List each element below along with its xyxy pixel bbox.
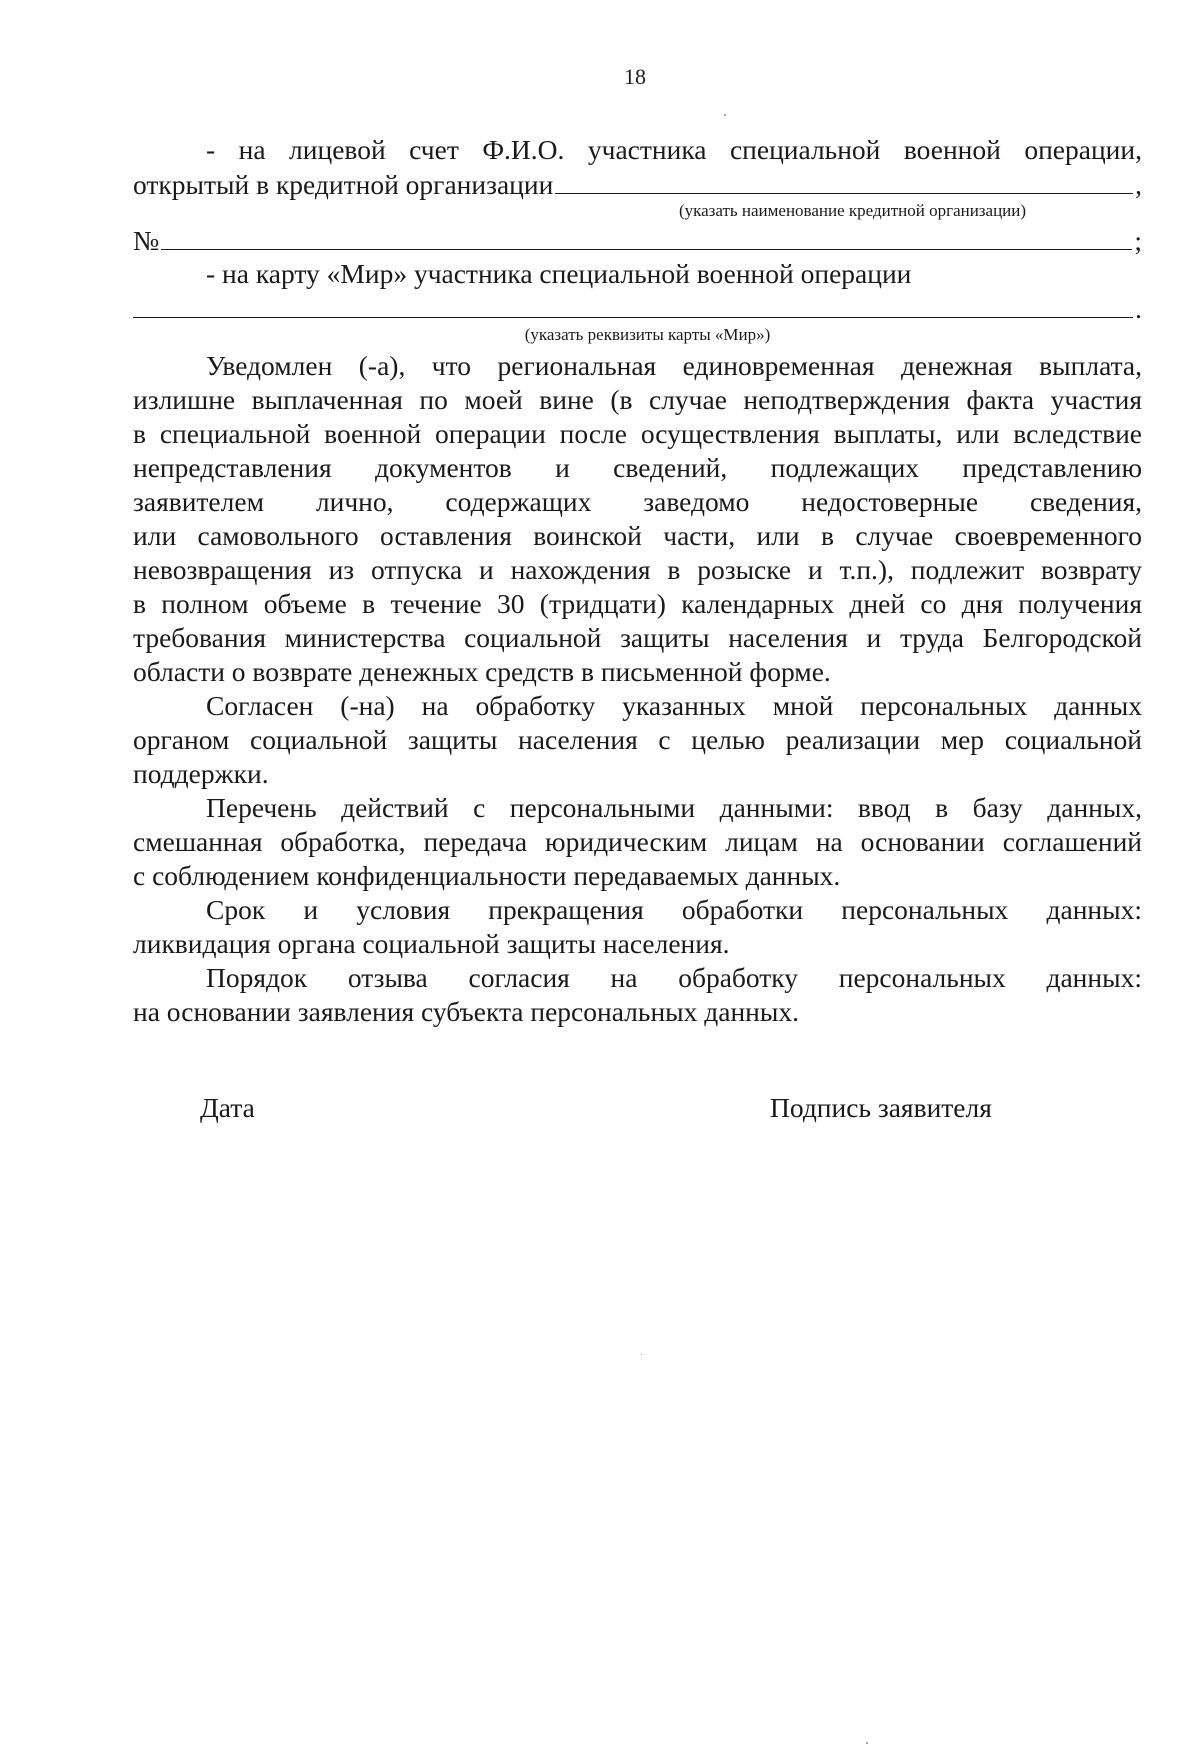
page-number: 18 [624, 64, 646, 89]
text-line: в специальной военной операции после осуществления выплаты, или вследствие [133, 418, 1142, 449]
text-line: или самовольного оставления воинской части, или в случае своевременного [133, 520, 1142, 551]
scan-speck [724, 114, 726, 116]
text-line: ликвидация органа социальной защиты населения. [133, 928, 730, 959]
text-line: смешанная обработка, передача юридическим лицам на основании соглашений [133, 826, 1142, 857]
text-line: в полном объеме в течение 30 (тридцати) календарных дней со дня получения [133, 588, 1142, 619]
text-line: Согласен (-на) на обработку указанных мной персональных данных [206, 690, 1142, 721]
text-line: излишне выплаченная по моей вине (в случае неподтверждения факта участия [133, 384, 1142, 415]
account-line-1: - на лицевой счет Ф.И.О. участника специальной военной операции, [206, 134, 1142, 165]
account-line-2-end: , [1135, 169, 1142, 200]
text-line: Срок и условия прекращения обработки персональных данных: [206, 894, 1142, 925]
card-end: . [1135, 293, 1142, 324]
account-line-2 [133, 167, 1142, 201]
text-line: области о возврате денежных средств в письменной форме. [133, 656, 831, 687]
consent-text [133, 349, 1142, 1029]
account-number-row [133, 223, 1142, 257]
card-details-row [133, 291, 1142, 325]
text-line: с соблюдением конфиденциальности передаваемых данных. [133, 860, 841, 891]
account-number-blank [161, 223, 1132, 250]
account-line-2-text: открытый в кредитной организации [133, 169, 554, 200]
number-label: № [133, 225, 160, 256]
text-line: непредставления документов и сведений, подлежащих представлению [133, 452, 1142, 483]
text-line: на основании заявления субъекта персональных данных. [133, 996, 799, 1027]
text-line: заявителем лично, содержащих заведомо недостоверные сведения, [133, 486, 1142, 517]
signature-label: Подпись заявителя [770, 1092, 992, 1123]
paragraph-actions-list [133, 791, 1142, 893]
paragraph-revocation [133, 961, 1142, 1029]
scan-speck [641, 1354, 642, 1355]
number-end: ; [1134, 225, 1142, 256]
text-line: Уведомлен (-а), что региональная единовременная денежная выплата, [206, 350, 1142, 381]
bank-hint: (указать наименование кредитной организации) [678, 201, 1027, 220]
payment-details [133, 133, 1142, 345]
paragraph-consent [133, 689, 1142, 791]
text-line: органом социальной защиты населения с целью реализации мер социальной [133, 724, 1142, 755]
paragraph-term [133, 893, 1142, 961]
text-line: Порядок отзыва согласия на обработку персональных данных: [206, 962, 1142, 993]
date-label: Дата [200, 1092, 255, 1123]
card-line: - на карту «Мир» участника специальной военной операции [206, 258, 912, 289]
text-line: требования министерства социальной защиты населения и труда Белгородской [133, 622, 1142, 653]
text-line: поддержки. [133, 758, 269, 789]
text-line: Перечень действий с персональными данными: ввод в базу данных, [206, 792, 1142, 823]
scan-speck [866, 1742, 868, 1744]
card-hint: (указать реквизиты карты «Мир») [524, 325, 771, 344]
card-details-blank [133, 291, 1133, 318]
bank-name-blank [555, 167, 1133, 194]
paragraph-notification [133, 349, 1142, 689]
text-line: невозвращения из отпуска и нахождения в розыске и т.п.), подлежит возврату [133, 554, 1142, 585]
